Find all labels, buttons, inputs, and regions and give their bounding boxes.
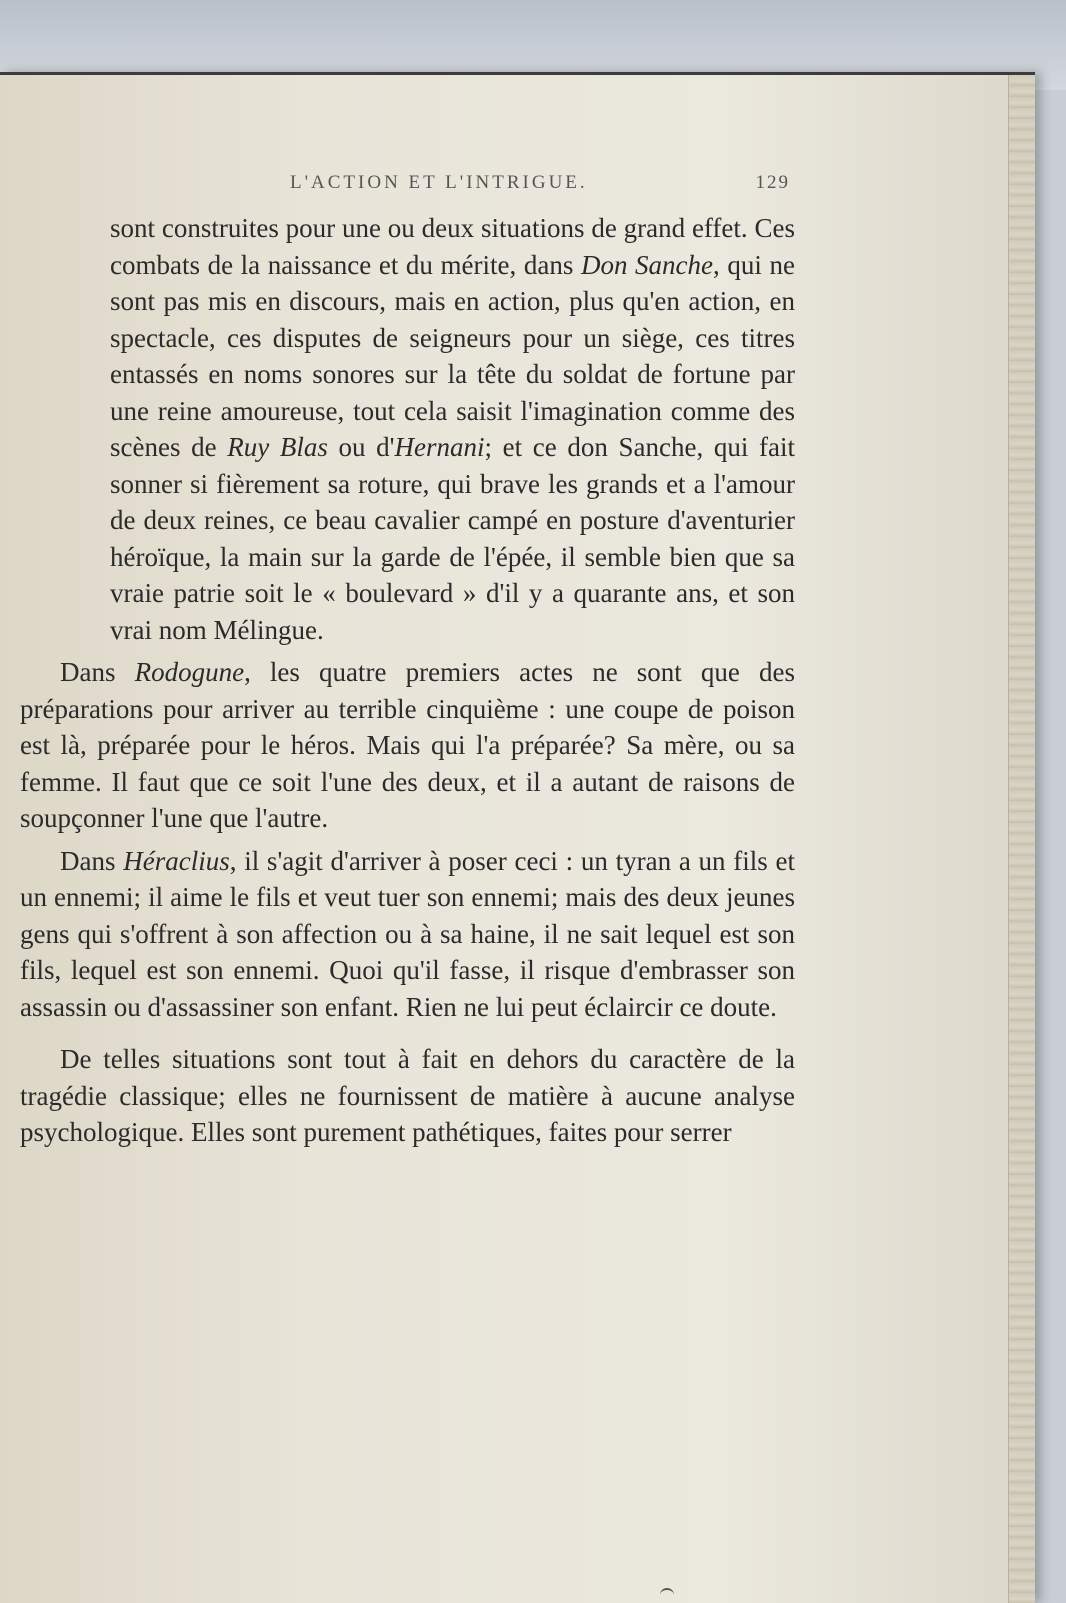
title-heraclius: Héraclius [123, 845, 230, 876]
page-number: 129 [755, 172, 790, 193]
title-hernani: Hernani [394, 432, 485, 462]
body-text [20, 210, 795, 1151]
title-rodogune: Rodogune [134, 657, 245, 687]
paragraph: De telles situations sont tout à fait en dehors du caractère de la tragédie classique; elles ne fournissent de matière à aucune analyse psychologique. Elles sont purement pathétiques, faites pour serrer [20, 1044, 795, 1147]
title-ruy-blas: Ruy Blas [227, 432, 328, 462]
page-edge [1008, 75, 1035, 1603]
title-don-sanche: Don Sanche [580, 249, 714, 280]
chapter-title: L'ACTION ET L'INTRIGUE. [290, 172, 588, 193]
paragraph: Dans Rodogune, les quatre premiers actes ne sont que des préparations pour arriver au terrible cinquième : une coupe de poison est là, préparée pour le héros. Mais qui l'a préparée? Sa mère, ou sa femme. Il faut que ce soit l'une des deux, et il a autant de raisons de soupçonner l'une que l'autre. [20, 657, 795, 833]
paragraph: Dans Héraclius, il s'agit d'arriver à poser ceci : un tyran a un fils et un ennemi; il aime le fils et veut tuer son ennemi; mais des deux jeunes gens qui s'offrent à son affection ou à sa haine, il ne sait lequel est son fils, lequel est son ennemi. Quoi qu'il fasse, il risque d'embrasser son assassin ou d'assassiner son enfant. Rien ne lui peut éclaircir ce doute. [20, 845, 795, 1022]
paragraph: sont construites pour une ou deux situations de grand effet. Ces combats de la naissance et du mérite, dans Don Sanche, qui ne sont pas mis en discours, mais en action, plus qu'en action, en spectacle, ces disputes de seigneurs pour un siège, ces titres entassés en noms sonores sur la tête du soldat de fortune par une reine amoureuse, tout cela saisit l'imagination comme des scènes de Ruy Blas ou d'Hernani; et ce don Sanche, qui fait sonner si fièrement sa roture, qui brave les grands et a l'amour de deux reines, ce beau cavalier campé en posture d'aventurier héroïque, la main sur la garde de l'épée, il semble bien que sa vraie patrie soit le « boulevard » d'il y a quarante ans, et son vrai nom Mélingue. [110, 213, 796, 645]
running-head [290, 172, 800, 202]
